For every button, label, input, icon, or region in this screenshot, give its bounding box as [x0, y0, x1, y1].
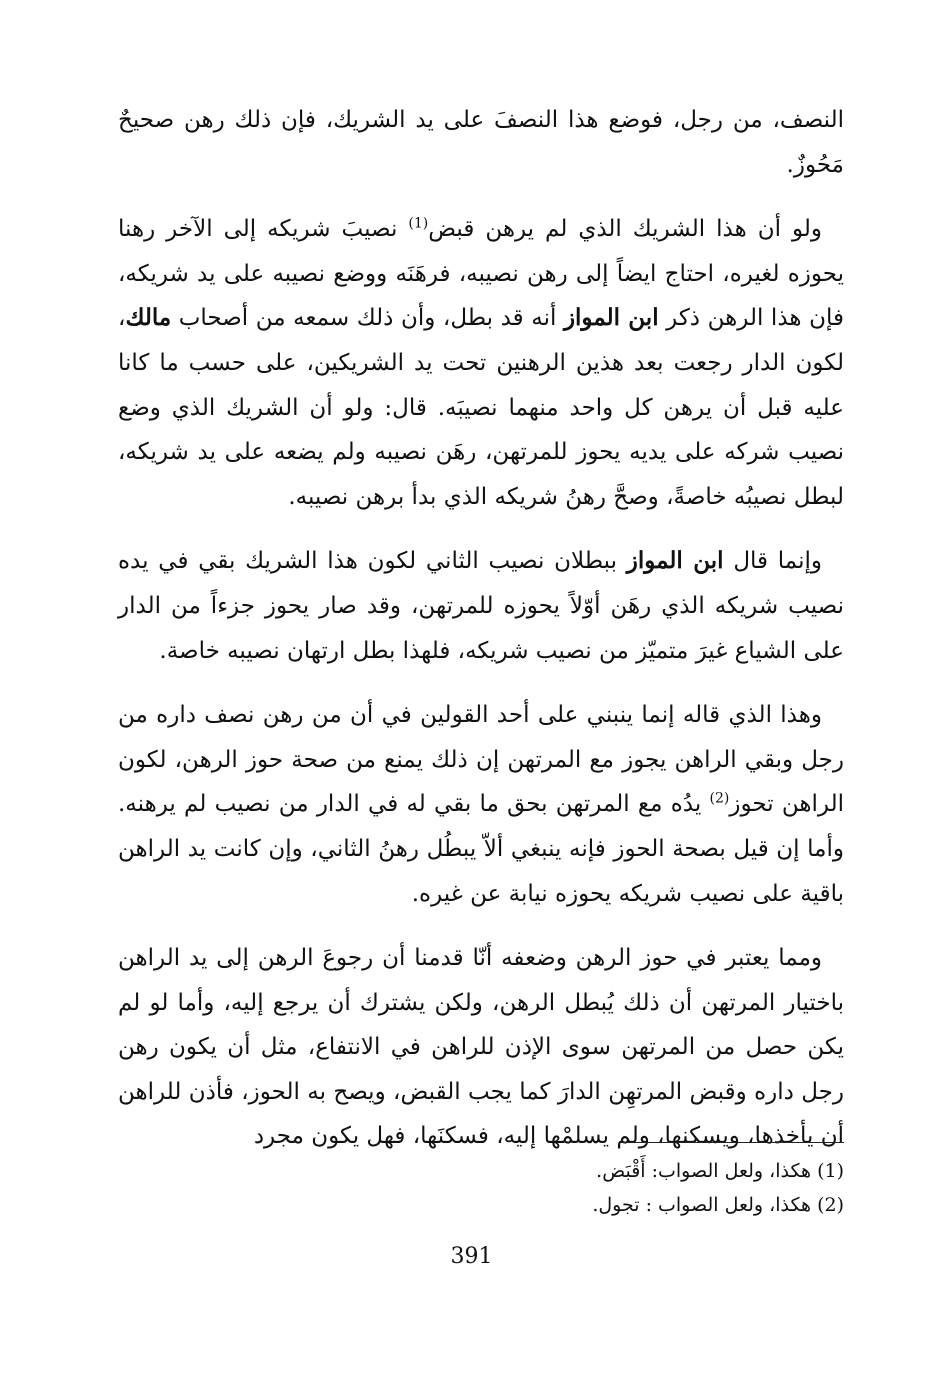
paragraph [118, 207, 844, 519]
text-run: ، لكون الدار رجعت بعد هذين الرهنين تحت يد الشريكين، على حسب ما كانا عليه قبل أن يرهن كل واحد منهما نصيبَه. قال: ولو أن الشريك الذي وضع نصيب شركه على يديه يحوز للمرتهن، رهَن نصيبه ولم يضعه على يد شريكه، لبطل نصيبُه خاصةً، وصحَّ رهنُ شريكه الذي بدأ برهن نصيبه. [118, 305, 844, 510]
paragraph [118, 98, 844, 187]
emphasized-name: مالك [125, 304, 172, 332]
text-run: ومما يعتبر في حوز الرهن وضعفه أنّا قدمنا أن رجوعَ الرهن إلى يد الراهن باختيار المرتهن أن ذلك يُبطل الرهن، ولكن يشترك أن يرجع إليه، وأما لو لم يكن حصل من المرتهن سوى الإذن للراهن في الانتفاع، مثل أن يكون رهن رجل داره وقبض المرتهِن الدارَ كما يجب القبض، ويصح به الحوز، فأذن للراهن أن يأخذها، ويسكنها، ولم يسلمْها إليه، فسكنَها، فهل يكون مجرد [118, 945, 844, 1150]
text-run: وإنما قال [723, 548, 822, 575]
text-run: نصيبَ شريكه إلى الآخر رهنا يحوزه لغيره، احتاج ايضاً إلى رهن نصيبه، فرهَنَه ووضع نصيبه على يد شريكه، فإن هذا الرهن ذكر [118, 216, 844, 332]
paragraph [118, 693, 844, 916]
footnote: (2) هكذا، ولعل الصواب : تجول. [592, 1194, 844, 1216]
page-number: 391 [450, 1244, 493, 1269]
text-run: ولو أن هذا الشريك الذي لم يرهن قبض [428, 216, 822, 243]
footnote: (1) هكذا، ولعل الصواب: أَقْبَض. [596, 1160, 844, 1182]
text-run: أنه قد بطل، وأن ذلك سمعه من أصحاب [171, 305, 564, 332]
paragraph [118, 936, 844, 1159]
text-run: يدُه مع المرتهن بحق ما بقي له في الدار من نصيب لم يرهنه. وأما إن قيل بصحة الحوز فإنه ينبغي ألاّ يبطُل رهنُ الثاني، وإن كانت يد الراهن باقية على نصيب شريكه يحوزه نيابة عن غيره. [118, 791, 844, 907]
paragraph [118, 539, 844, 673]
main-text [118, 98, 844, 1179]
text-run: وهذا الذي قاله إنما ينبني على أحد القولين في أن من رهن نصف داره من رجل وبقي الراهن يجوز مع المرتهن إن ذلك يمنع من صحة حوز الرهن، لكون الراهن تحوز [118, 702, 844, 818]
footnotes [118, 1154, 844, 1222]
footnote-separator [620, 1142, 844, 1143]
emphasized-name: ابن المواز [563, 304, 659, 332]
emphasized-name: ابن المواز [626, 547, 724, 575]
text-run: النصف، من رجل، فوضع هذا النصفَ على يد الشريك، فإن ذلك رهن صحيحٌ مَحُوزٌ. [118, 107, 844, 178]
footnote-marker: (2) [709, 790, 730, 807]
footnote-marker: (1) [408, 215, 429, 232]
text-run: ببطلان نصيب الثاني لكون هذا الشريك بقي في يده نصيب شريكه الذي رهَن أوّلاً يحوزه للمرتهن، وقد صار يحوز جزءاً من الدار على الشياع غيرَ متميّز من نصيب شريكه، فلهذا بطل ارتهان نصيبه خاصة. [118, 548, 844, 664]
